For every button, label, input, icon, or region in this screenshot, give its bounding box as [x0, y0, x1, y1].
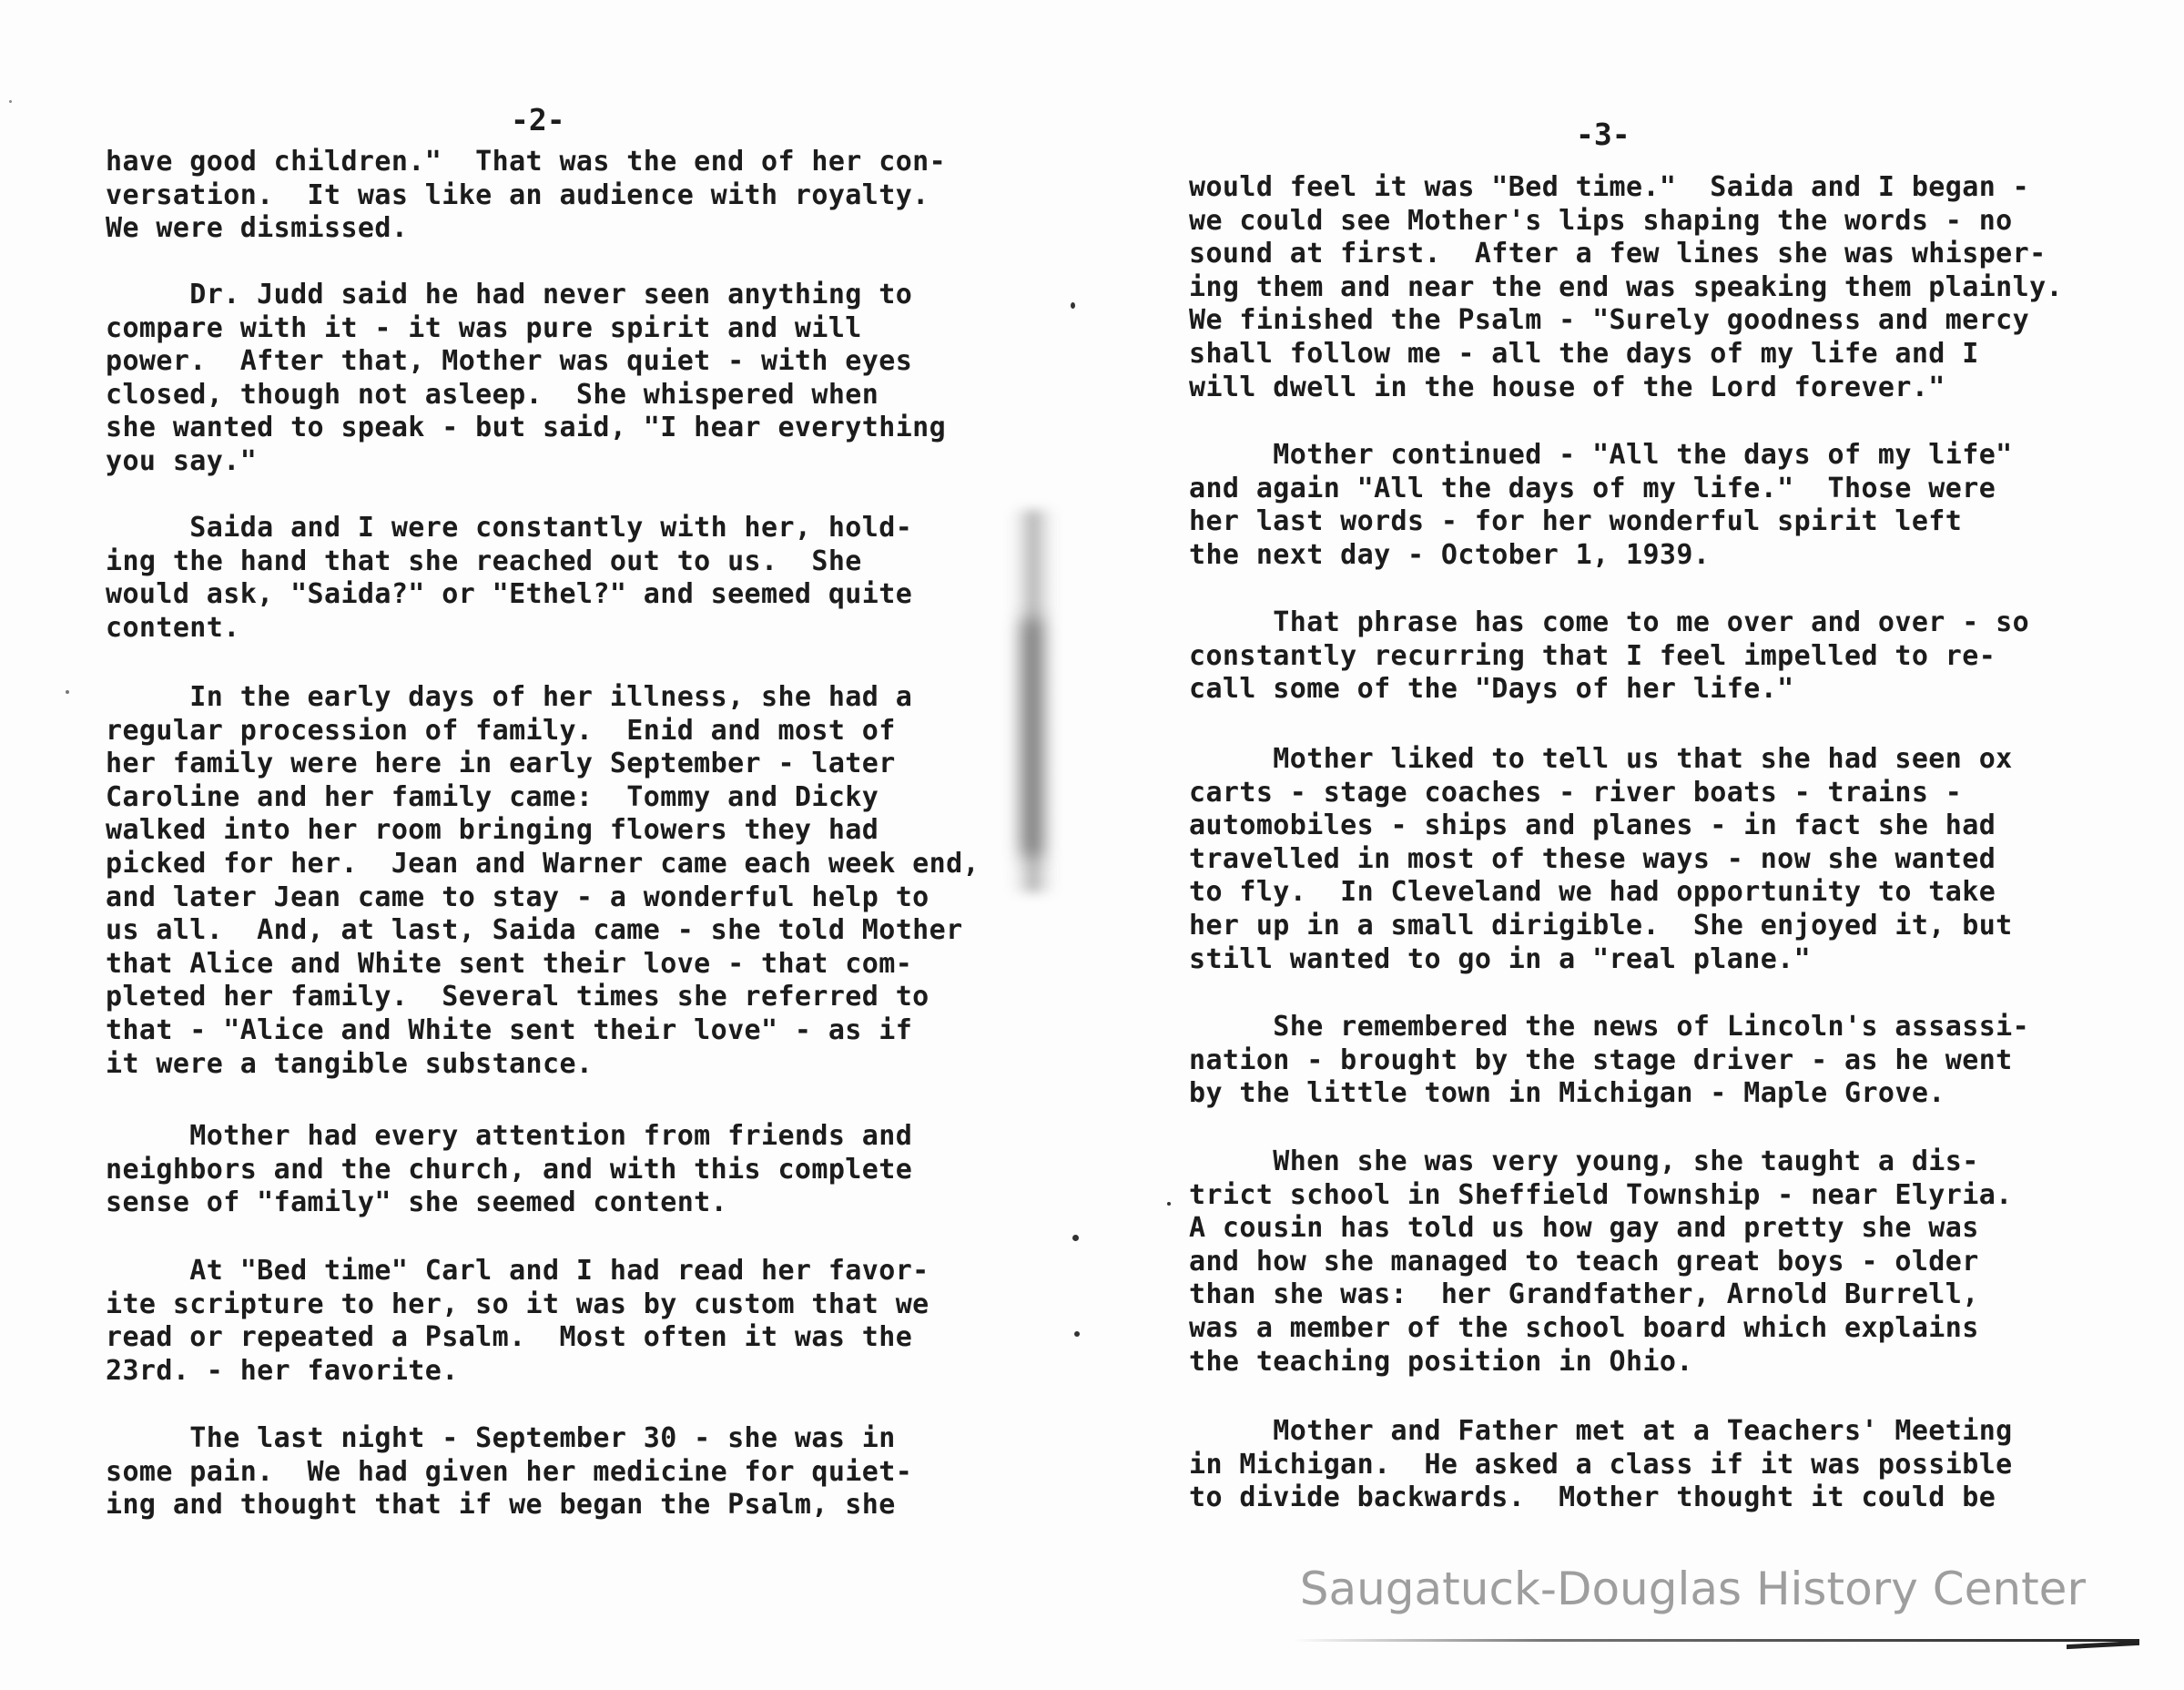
- text-line: was a member of the school board which explains: [1189, 1311, 1979, 1344]
- text-line: shall follow me - all the days of my life and I: [1189, 337, 1979, 370]
- bottom-page-edge: [1293, 1639, 2139, 1642]
- text-line: Mother liked to tell us that she had seen ox: [1189, 743, 2013, 775]
- paragraph: [1189, 743, 2013, 976]
- paragraph: [1189, 1145, 2013, 1379]
- text-line: some pain. We had given her medicine for quiet-: [106, 1455, 913, 1488]
- text-line: we could see Mother's lips shaping the words - no: [1189, 204, 2013, 237]
- paper-speck: [1071, 302, 1075, 309]
- paragraph: [106, 512, 912, 645]
- text-line: sound at first. After a few lines she was whisper-: [1189, 238, 2047, 270]
- text-line: the teaching position in Ohio.: [1189, 1345, 1693, 1378]
- text-line: power. After that, Mother was quiet - with eyes: [106, 345, 913, 378]
- text-line: read or repeated a Psalm. Most often it was the: [106, 1321, 913, 1354]
- text-line: At "Bed time" Carl and I had read her favor-: [106, 1255, 929, 1287]
- text-line: constantly recurring that I feel impelled to re-: [1189, 639, 1996, 672]
- text-line: walked into her room bringing flowers they had: [106, 814, 879, 847]
- paper-speck: [9, 100, 12, 103]
- text-line: ing them and near the end was speaking them plainly.: [1189, 270, 2063, 303]
- paragraph: [106, 1120, 912, 1220]
- paragraph: [1189, 171, 2063, 404]
- paragraph: [1189, 1011, 2029, 1111]
- text-line: to divide backwards. Mother thought it could be: [1189, 1481, 1996, 1514]
- paragraph: [106, 146, 946, 246]
- paragraph: [1189, 1415, 2013, 1515]
- text-line: ite scripture to her, so it was by custom that we: [106, 1288, 929, 1320]
- text-line: In the early days of her illness, she had a: [106, 681, 913, 713]
- bottom-page-edge-corner: [2067, 1641, 2139, 1649]
- text-line: We finished the Psalm - "Surely goodness and mercy: [1189, 304, 2030, 337]
- text-line: When she was very young, she taught a dis-: [1189, 1145, 1979, 1177]
- paper-speck: [1074, 1331, 1080, 1337]
- paragraph: [106, 279, 946, 479]
- text-line: will dwell in the house of the Lord forever.": [1189, 371, 1945, 403]
- text-line: she wanted to speak - but said, "I hear everything: [106, 412, 947, 444]
- paper-speck: [66, 690, 69, 694]
- text-line: her family were here in early September - later: [106, 748, 896, 780]
- text-line: picked for her. Jean and Warner came each week end,: [106, 847, 980, 880]
- paragraph: [1189, 439, 2013, 572]
- text-line: that - "Alice and White sent their love" - as if: [106, 1013, 913, 1046]
- text-line: The last night - September 30 - she was in: [106, 1422, 896, 1454]
- text-line: ing and thought that if we began the Psalm, she: [106, 1489, 896, 1522]
- text-line: regular procession of family. Enid and most of: [106, 714, 896, 747]
- text-line: would feel it was "Bed time." Saida and I began -: [1189, 171, 2030, 203]
- text-line: carts - stage coaches - river boats - trains -: [1189, 776, 1963, 809]
- text-line: Saida and I were constantly with her, hold-: [106, 512, 913, 544]
- text-line: That phrase has come to me over and over - so: [1189, 606, 2030, 638]
- text-line: call some of the "Days of her life.": [1189, 673, 1794, 706]
- text-line: Dr. Judd said he had never seen anything to: [106, 279, 913, 311]
- page-number: -2-: [511, 102, 565, 137]
- text-line: compare with it - it was pure spirit and will: [106, 311, 862, 344]
- text-line: would ask, "Saida?" or "Ethel?" and seemed quite: [106, 578, 913, 611]
- text-line: it were a tangible substance.: [106, 1047, 594, 1080]
- paragraph: [106, 681, 980, 1081]
- text-line: Mother continued - "All the days of my life": [1189, 439, 2013, 471]
- text-line: She remembered the news of Lincoln's assassi-: [1189, 1011, 2030, 1043]
- text-line: by the little town in Michigan - Maple Grove.: [1189, 1077, 1945, 1110]
- text-line: in Michigan. He asked a class if it was possible: [1189, 1448, 2013, 1481]
- text-line: to fly. In Cleveland we had opportunity to take: [1189, 876, 1996, 909]
- paper-speck: [1167, 1202, 1171, 1206]
- text-line: 23rd. - her favorite.: [106, 1354, 459, 1387]
- text-line: Mother and Father met at a Teachers' Meeting: [1189, 1415, 2013, 1447]
- text-line: ing the hand that she reached out to us. She: [106, 545, 862, 577]
- text-line: have good children." That was the end of her con-: [106, 146, 947, 178]
- text-line: and again "All the days of my life." Those were: [1189, 472, 1996, 504]
- text-line: content.: [106, 611, 240, 644]
- text-line: and how she managed to teach great boys - older: [1189, 1245, 1979, 1278]
- text-line: automobiles - ships and planes - in fact she had: [1189, 809, 1996, 842]
- text-line: us all. And, at last, Saida came - she told Mother: [106, 914, 963, 947]
- text-line: than she was: her Grandfather, Arnold Burrell,: [1189, 1278, 1979, 1311]
- text-line: and later Jean came to stay - a wonderful help to: [106, 881, 929, 913]
- page-number: -3-: [1576, 117, 1630, 152]
- text-line: Caroline and her family came: Tommy and Dicky: [106, 780, 879, 813]
- text-line: travelled in most of these ways - now she wanted: [1189, 842, 1996, 875]
- text-line: the next day - October 1, 1939.: [1189, 538, 1711, 571]
- text-line: that Alice and White sent their love - that com-: [106, 947, 913, 980]
- paragraph: [106, 1255, 929, 1388]
- watermark: Saugatuck-Douglas History Center: [1299, 1563, 2086, 1615]
- text-line: pleted her family. Several times she referred to: [106, 981, 929, 1013]
- paper-speck: [1072, 1235, 1079, 1241]
- text-line: trict school in Sheffield Township - near Elyria.: [1189, 1178, 2013, 1211]
- text-line: sense of "family" she seemed content.: [106, 1186, 728, 1219]
- center-fold-shadow-dark: [1020, 619, 1043, 856]
- text-line: closed, though not asleep. She whispered when: [106, 378, 879, 411]
- text-line: her up in a small dirigible. She enjoyed it, but: [1189, 909, 2013, 942]
- text-line: We were dismissed.: [106, 212, 409, 245]
- text-line: neighbors and the church, and with this complete: [106, 1153, 913, 1186]
- text-line: nation - brought by the stage driver - as he went: [1189, 1044, 2013, 1076]
- text-line: still wanted to go in a "real plane.": [1189, 942, 1812, 975]
- text-line: versation. It was like an audience with royalty.: [106, 178, 929, 211]
- paragraph: [1189, 606, 2029, 707]
- text-line: A cousin has told us how gay and pretty she was: [1189, 1212, 1979, 1245]
- paragraph: [106, 1422, 912, 1522]
- text-line: Mother had every attention from friends and: [106, 1120, 913, 1152]
- text-line: her last words - for her wonderful spirit left: [1189, 505, 1963, 538]
- text-line: you say.": [106, 444, 258, 477]
